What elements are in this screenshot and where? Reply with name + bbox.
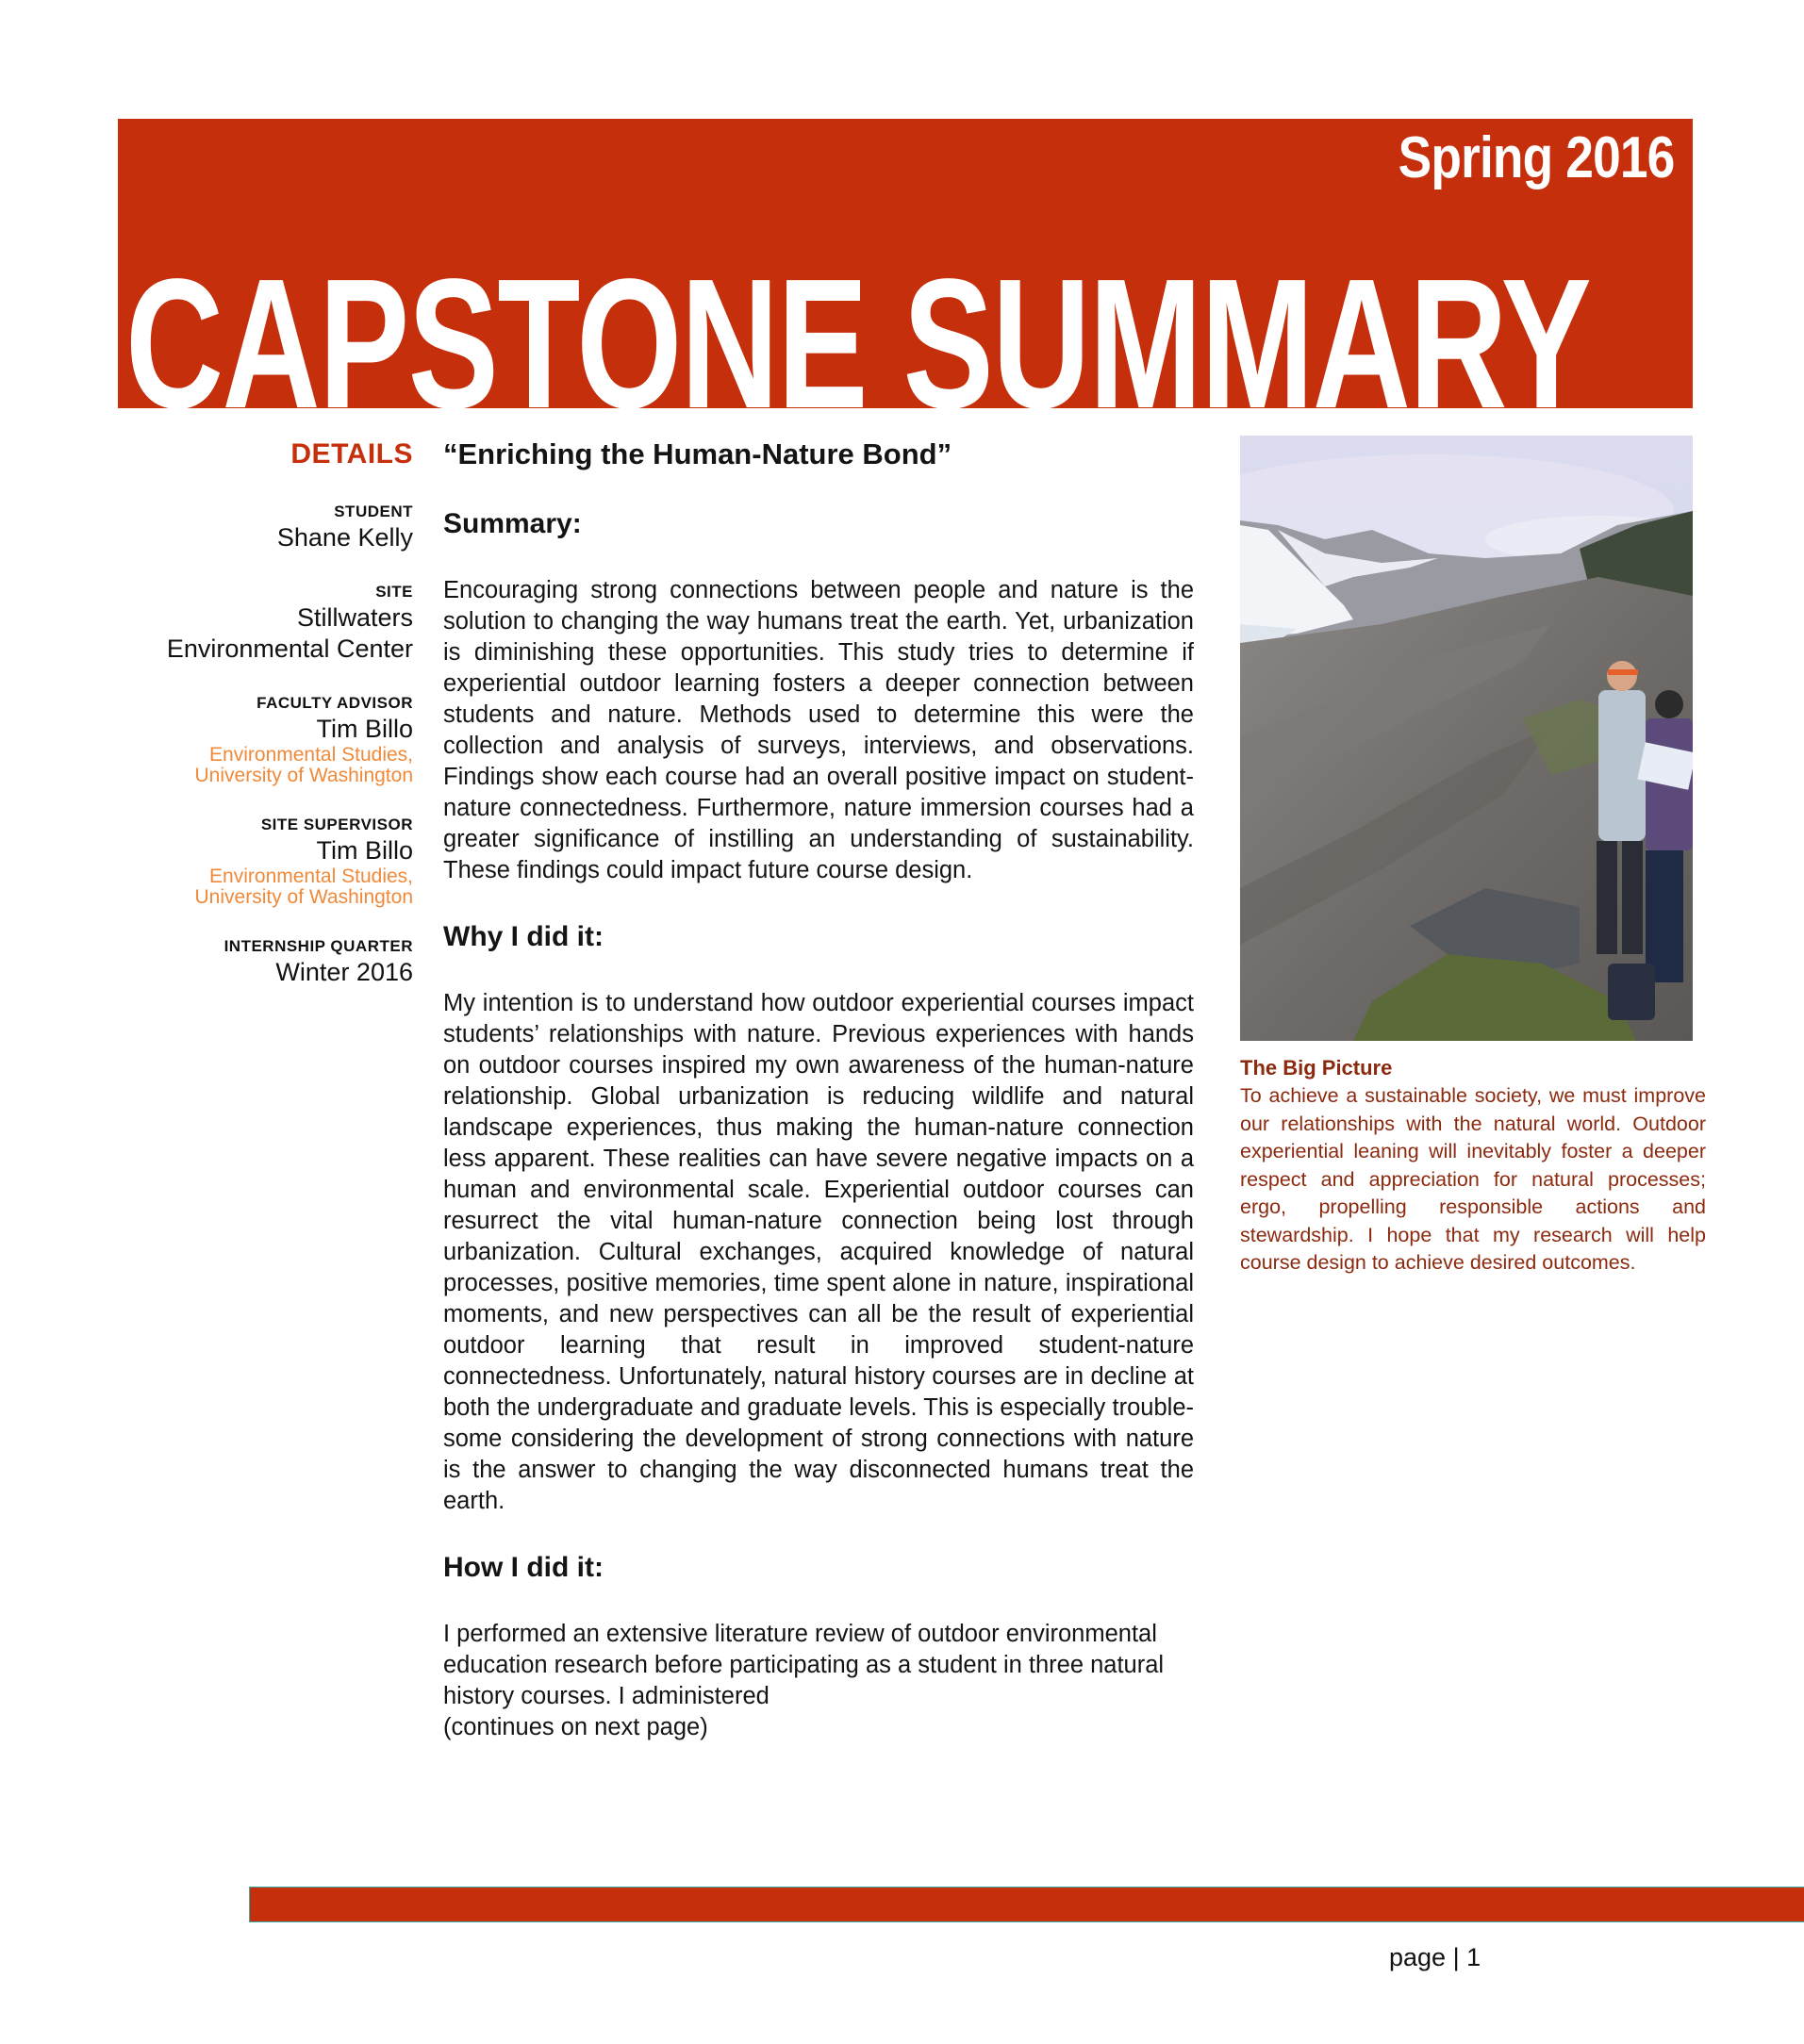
field-affiliation: Environmental Studies, <box>209 865 413 887</box>
field-label: SITE <box>375 583 413 601</box>
field-affiliation: University of Washington <box>194 886 413 908</box>
photo-caption <box>1240 1054 1706 1278</box>
section-heading-how: How I did it: <box>443 1552 604 1583</box>
caption-title: The Big Picture <box>1240 1056 1393 1080</box>
section-heading-why: Why I did it: <box>443 921 604 952</box>
field-value: Stillwaters Environmental Center <box>166 603 413 663</box>
field-label: INTERNSHIP QUARTER <box>223 937 413 955</box>
field-label: FACULTY ADVISOR <box>257 694 413 712</box>
why-text: My intention is to understand how outdoor experiential courses impact students’ relationships with nature. Previous experiences with hands on outdoor courses inspired my own awareness of the human-nature relationship. Global urbanization is reducing wildlife and natural landscape experiences, thus making the human-nature connection less apparent. These realities can have severe negative impacts on a human and environmental scale. Experiential outdoor courses can resurrect the vital human-nature connection being lost through urbanization. Cultural exchanges, acquired knowledge of natural processes, positive memories, time spent alone in nature, inspirational moments, and new perspectives can all be the result of experiential outdoor learning that result in improved student-nature connectedness. Unfortunately, natural history courses are in decline at both the undergraduate and graduate levels. This is especially troublesome considering the development of strong connections with nature is the answer to changing the way disconnected humans treat the earth. <box>443 990 1194 1514</box>
landscape-photo-icon <box>1240 436 1693 1041</box>
field-value: Shane Kelly <box>276 523 413 552</box>
field-affiliation: University of Washington <box>194 765 413 786</box>
field-internship-quarter <box>132 936 413 988</box>
season-label: Spring 2016 <box>1398 125 1674 190</box>
footer-bar <box>249 1887 1804 1922</box>
field-student <box>132 502 413 553</box>
field-label: SITE SUPERVISOR <box>260 816 413 833</box>
field-trip-photo <box>1240 436 1693 1041</box>
field-faculty-advisor <box>132 693 413 786</box>
how-text: I performed an extensive literature review of outdoor environmental education research before participating as a student in three natural history courses. I administered <box>443 1621 1165 1709</box>
main-column <box>443 436 1194 1743</box>
field-value: Winter 2016 <box>275 958 413 986</box>
continuation-note: (continues on next page) <box>443 1714 708 1740</box>
field-site-supervisor <box>132 815 413 908</box>
header-banner <box>118 119 1693 408</box>
details-heading: DETAILS <box>290 438 413 470</box>
details-column <box>132 436 413 1016</box>
field-value: Tim Billo <box>316 836 413 865</box>
project-title: “Enriching the Human-Nature Bond” <box>443 437 952 470</box>
field-site <box>132 582 413 665</box>
page-number: page | 1 <box>1389 1943 1481 1971</box>
summary-text: Encouraging strong connections between people and nature is the solution to changing the way humans treat the earth. Yet, urbanization is diminishing these opportunities. This study tries to determine if experiential outdoor learning fosters a deeper connection between students and nature. Methods used to determine this were the collection and analysis of surveys, interviews, and observations. Findings show each course had an overall positive impact on student-nature connectedness. Furthermore, nature immersion courses had a greater significance of instilling an understanding of sustainability. These findings could impact future course design. <box>443 577 1194 883</box>
section-heading-summary: Summary: <box>443 508 582 539</box>
field-label: STUDENT <box>334 503 413 520</box>
field-affiliation: Environmental Studies, <box>209 744 413 766</box>
field-value: Tim Billo <box>316 715 413 743</box>
caption-text: To achieve a sustainable society, we must improve our relationships with the natural world. Outdoor experiential leaning will inevitably foster a deeper respect and appreciation for natural processes; ergo, propelling responsible actions and stewardship. I hope that my research will help course design to achieve desired outcomes. <box>1240 1084 1706 1274</box>
page-title: CAPSTONE SUMMARY <box>125 240 1591 408</box>
